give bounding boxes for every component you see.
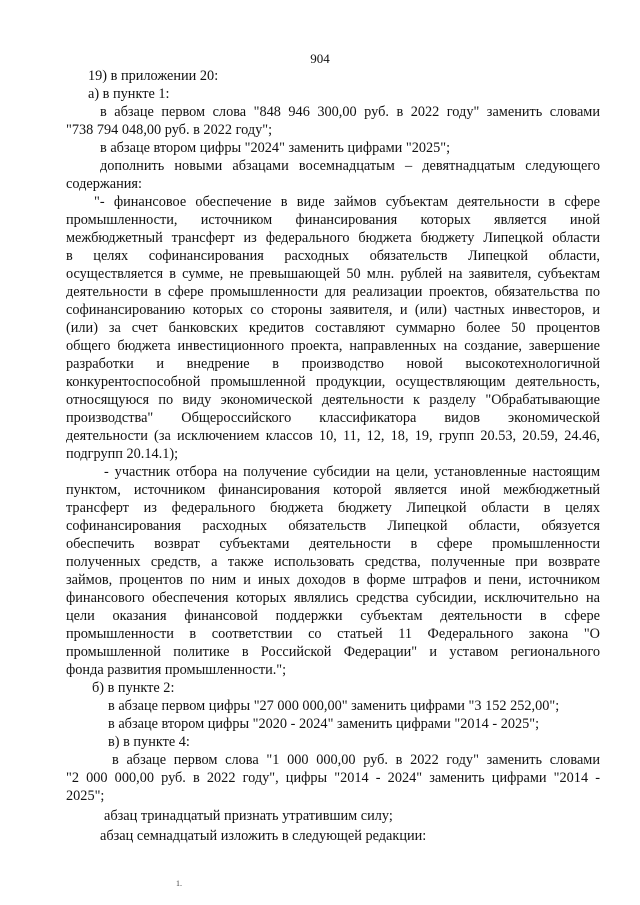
text-line: дополнить новыми абзацами восемнадцатым – девятнадцатым следующего — [100, 158, 600, 174]
text-line: в целях софинансирования расходных обязательств Липецкой области, — [66, 248, 600, 264]
text-line: производства" Общероссийского классификатора видов экономической — [66, 410, 600, 426]
page-number: 904 — [310, 51, 330, 66]
text-line: б) в пункте 2: — [92, 680, 175, 696]
text-line: конкурентоспособной промышленной продукции, осуществляющим деятельность, — [66, 374, 600, 390]
text-line: - участник отбора на получение субсидии на цели, установленные настоящим — [104, 464, 600, 480]
text-line: деятельности (за исключением классов 10, 11, 12, 18, 19, групп 20.53, 20.59, 24.46, — [66, 428, 600, 444]
text-line: подгрупп 20.14.1); — [66, 446, 179, 462]
text-line: 2025"; — [66, 788, 105, 804]
text-line: 19) в приложении 20: — [88, 68, 219, 84]
text-line: в абзаце первом слова "848 946 300,00 руб. в 2022 году" заменить словами — [100, 104, 600, 120]
text-line: фонда развития промышленности."; — [66, 662, 287, 678]
text-line: "- финансовое обеспечение в виде займов субъектам деятельности в сфере — [94, 194, 600, 210]
text-line: в абзаце втором цифры "2020 - 2024" заменить цифрами "2014 - 2025"; — [108, 716, 540, 732]
text-line: цели оказания финансовой поддержки субъектам деятельности в сфере — [66, 608, 600, 624]
text-line: в абзаце первом слова "1 000 000,00 руб. в 2022 году" заменить словами — [112, 752, 600, 768]
text-line: промышленности в соответствии со статьей 11 Федерального закона "О — [66, 626, 600, 642]
text-line: "738 794 048,00 руб. в 2022 году"; — [66, 122, 273, 138]
footer-mark: 1. — [176, 879, 182, 888]
text-line: "2 000 000,00 руб. в 2022 году", цифры "2014 - 2024" заменить цифрами "2014 - — [66, 770, 600, 786]
text-line: абзац тринадцатый признать утратившим силу; — [104, 808, 393, 824]
text-line: софинансирования расходных обязательств Липецкой области, обязуется — [66, 518, 600, 534]
text-line: деятельности в сфере промышленности для реализации проектов, обязательства по — [66, 284, 600, 300]
text-line: а) в пункте 1: — [88, 86, 170, 102]
text-line: обеспечить возврат субъектами деятельности в сфере промышленности — [66, 536, 600, 552]
text-line: содержания: — [66, 176, 142, 192]
text-line: финансового обеспечения которых являлись средства субсидии, исключительно на — [66, 590, 600, 606]
text-line: абзац семнадцатый изложить в следующей редакции: — [100, 828, 427, 844]
text-line: промышленной политике в Российской Федерации" и уставом регионального — [66, 644, 600, 660]
text-line: разработки и внедрение в производство новой высокотехнологичной — [66, 356, 600, 372]
text-line: трансферт из федерального бюджета бюджету Липецкой области в целях — [66, 500, 600, 516]
text-line: полученных средств, а также использовать средства, полученные при возврате — [66, 554, 600, 570]
text-line: относящуюся по виду экономической деятельности к разделу "Обрабатывающие — [66, 392, 600, 408]
text-line: осуществляется в сумме, не превышающей 50 млн. рублей на заявителя, субъектам — [66, 266, 600, 282]
text-line: пунктом, источником финансирования которой является иной межбюджетный — [66, 482, 600, 498]
text-line: займов, процентов по ним и иных доходов в форме штрафов и пени, источником — [66, 572, 600, 588]
text-line: в абзаце втором цифры "2024" заменить цифрами "2025"; — [100, 140, 451, 156]
text-line: (или) за счет банковских кредитов составляют суммарно более 50 процентов — [66, 320, 600, 336]
text-line: в абзаце первом цифры "27 000 000,00" заменить цифрами "3 152 252,00"; — [108, 698, 560, 714]
text-line: софинансированию которых со стороны заявителя, и (или) частных инвесторов, и — [66, 302, 600, 318]
text-line: общего бюджета инвестиционного проекта, направленных на создание, завершение — [66, 338, 600, 354]
text-line: в) в пункте 4: — [108, 734, 190, 750]
text-line: межбюджетный трансферт из федерального бюджета бюджету Липецкой области — [66, 230, 600, 246]
text-line: промышленности, источником финансирования которых является иной — [66, 212, 600, 228]
